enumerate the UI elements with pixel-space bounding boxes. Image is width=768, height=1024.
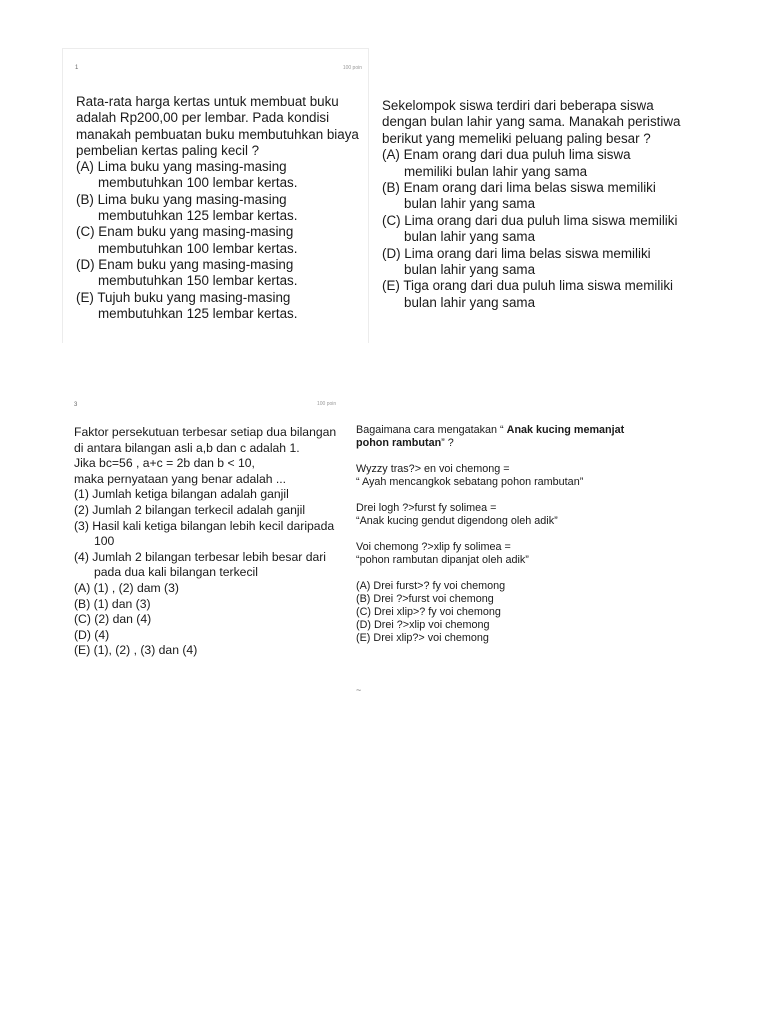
- question-4-panel: [349, 420, 649, 700]
- question-stem: Rata-rata harga kertas untuk membuat buku adalah Rp200,00 per lembar. Pada kondisi manakah pembuatan buku membutuhkan biaya pembelian kertas paling kecil ?: [76, 94, 359, 158]
- question-4-text: [356, 424, 646, 645]
- option-c: (C) Lima orang dari dua puluh lima siswa memiliki bulan lahir yang sama: [382, 212, 678, 245]
- option-c: (C) (2) dan (4): [74, 612, 152, 627]
- spacer: [356, 567, 646, 580]
- option-e: (E) Tujuh buku yang masing-masing membutuhkan 125 lembar kertas.: [76, 289, 298, 321]
- stem-suffix: ” ?: [441, 437, 454, 449]
- statement-4: (4) Jumlah 2 bilangan terbesar lebih besar dari pada dua kali bilangan terkecil: [74, 549, 327, 580]
- spacer: [356, 489, 646, 502]
- stem-bold-phrase: Anak kucing memanjat pohon rambutan: [356, 424, 625, 449]
- spacer: [356, 450, 646, 463]
- option-b: (B) (1) dan (3): [74, 596, 151, 611]
- question-number: 1: [75, 65, 79, 71]
- question-stem-line: maka pernyataan yang benar adalah ...: [74, 471, 287, 486]
- option-d: (D) Drei ?>xlip voi chemong: [356, 619, 490, 631]
- option-b: (B) Drei ?>furst voi chemong: [356, 593, 494, 605]
- example-3-meaning: “pohon rambutan dipanjat oleh adik”: [356, 554, 529, 566]
- example-2-meaning: “Anak kucing gendut digendong oleh adik”: [356, 515, 558, 527]
- statement-1: (1) Jumlah ketiga bilangan adalah ganjil: [74, 487, 289, 502]
- example-1-meaning: “ Ayah mencangkok sebatang pohon rambutan”: [356, 476, 584, 488]
- statement-2: (2) Jumlah 2 bilangan terkecil adalah ganjil: [74, 502, 306, 517]
- question-points: 100 poin: [317, 401, 337, 407]
- example-3-code: Voi chemong ?>xlip fy solimea =: [356, 541, 511, 553]
- spacer: [356, 528, 646, 541]
- option-e: (E) (1), (2) , (3) dan (4): [74, 643, 198, 658]
- example-2-code: Drei logh ?>furst fy solimea =: [356, 502, 497, 514]
- question-2-panel: [374, 90, 686, 340]
- option-e: (E) Tiga orang dari dua puluh lima siswa memiliki bulan lahir yang sama: [382, 278, 673, 310]
- question-1-panel: [62, 48, 369, 343]
- question-number: 3: [74, 402, 78, 408]
- question-3-text: [74, 425, 342, 659]
- option-d: (D) Enam buku yang masing-masing membutuhkan 150 lembar kertas.: [76, 256, 298, 289]
- question-stem-line: Jika bc=56 , a+c = 2b dan b < 10,: [74, 456, 255, 471]
- option-b: (B) Lima buku yang masing-masing membutuhkan 125 lembar kertas.: [76, 191, 298, 224]
- example-1-code: Wyzzy tras?> en voi chemong =: [356, 463, 510, 475]
- trailing-mark: ~: [356, 685, 362, 695]
- statement-3: (3) Hasil kali ketiga bilangan lebih kecil daripada 100: [74, 518, 335, 549]
- stem-prefix: Bagaimana cara mengatakan “: [356, 424, 507, 436]
- option-c: (C) Drei xlip>? fy voi chemong: [356, 606, 501, 618]
- option-a: (A) Lima buku yang masing-masing membutuhkan 100 lembar kertas.: [76, 159, 298, 191]
- question-stem-line: Faktor persekutuan terbesar setiap dua bilangan di antara bilangan asli a,b dan c adalah 1.: [74, 425, 337, 455]
- question-2-text: [382, 98, 682, 311]
- option-a: (A) Drei furst>? fy voi chemong: [356, 580, 506, 592]
- question-3-panel: [62, 395, 343, 695]
- option-d: (D) (4): [74, 627, 110, 642]
- question-stem: Sekelompok siswa terdiri dari beberapa siswa dengan bulan lahir yang sama. Manakah peristiwa berikut yang memeliki peluang paling besar ?: [382, 98, 681, 146]
- option-a: (A) Enam orang dari dua puluh lima siswa memiliki bulan lahir yang sama: [382, 147, 631, 179]
- question-stem: [356, 424, 646, 450]
- option-e: (E) Drei xlip?> voi chemong: [356, 632, 489, 644]
- option-c: (C) Enam buku yang masing-masing membutuhkan 100 lembar kertas.: [76, 224, 298, 256]
- question-points: 100 poin: [342, 65, 362, 71]
- option-b: (B) Enam orang dari lima belas siswa memiliki bulan lahir yang sama: [382, 180, 656, 212]
- option-a: (A) (1) , (2) dam (3): [74, 580, 179, 595]
- option-d: (D) Lima orang dari lima belas siswa memiliki bulan lahir yang sama: [382, 245, 651, 278]
- question-1-text: [76, 94, 366, 322]
